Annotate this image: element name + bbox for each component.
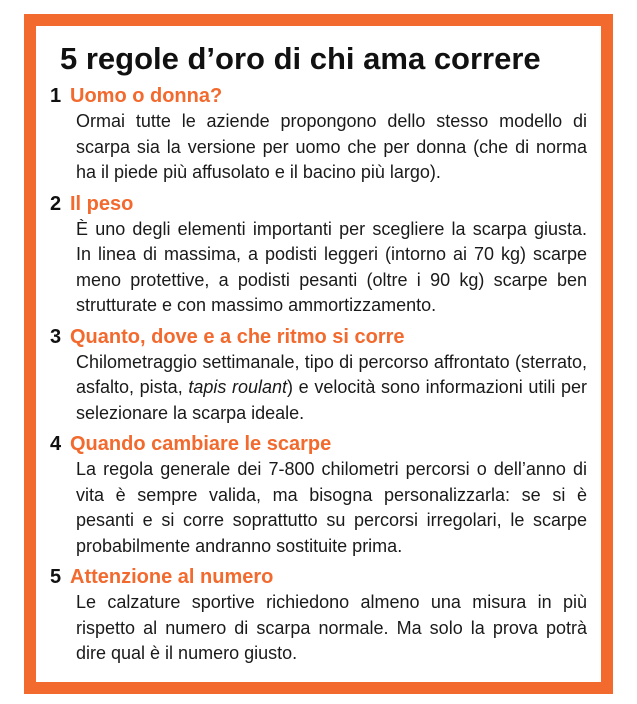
rule-4-title: Quando cambiare le scarpe [70,433,332,455]
rule-2-title: Il peso [70,192,134,215]
rule-5-text: Le calzature sportive richiedono almeno una misura in più rispetto al numero di scarpa normale. Ma solo la prova potrà dire qual è il numero giusto. [76,592,587,663]
rule-5-title: Attenzione al numero [70,566,274,588]
rule-5 [50,565,587,667]
rule-2-text: È uno degli elementi importanti per scegliere la scarpa giusta. In linea di massima, a podisti leggeri (intorno ai 70 kg) scarpe meno protettive, a podisti pesanti (oltre i 90 kg) scarpe ben strutturate e con massimo ammortizzamento. [76,218,587,315]
rule-3-text [76,350,587,427]
rule-2-number: 2 [50,192,62,215]
rule-5-header [50,565,587,590]
rule-1 [50,84,587,186]
rule-3 [50,325,587,427]
orange-box [24,14,613,694]
rule-1-text: Ormai tutte le aziende propongono dello stesso modello di scarpa sia la versione per uomo che per donna (che di norma ha il piede più affusolato e il bacino più largo). [76,111,587,182]
rule-1-title: Uomo o donna? [70,85,223,107]
rule-3-text-after: ) e velocità sono informazioni utili per selezionare la scarpa ideale. [76,377,588,423]
rule-4-header [50,432,587,457]
rule-2-header [50,192,587,217]
box-title: 5 regole d’oro di chi ama correre [60,41,541,76]
rule-1-header [50,84,587,109]
rule-4-number: 4 [50,433,62,455]
rule-3-number: 3 [50,325,62,348]
rule-3-title: Quanto, dove e a che ritmo si corre [70,325,405,348]
rule-2 [50,192,587,319]
rule-5-number: 5 [50,566,62,588]
rule-4 [50,432,587,559]
rule-3-text-italic: tapis roulant [188,377,288,397]
rule-4-text: La regola generale dei 7-800 chilometri percorsi o dell’anno di vita è sempre valida, ma bisogna personalizzarla: se si è pesanti e si corre soprattutto su percorsi irregolari, le scarpe probabilmente andranno sostituite prima. [76,459,587,556]
rule-1-number: 1 [50,85,62,107]
rule-3-text-before: Chilometraggio settimanale, tipo di percorso affrontato (sterrato, asfalto, pista, [76,351,587,397]
rule-3-header [50,325,587,350]
